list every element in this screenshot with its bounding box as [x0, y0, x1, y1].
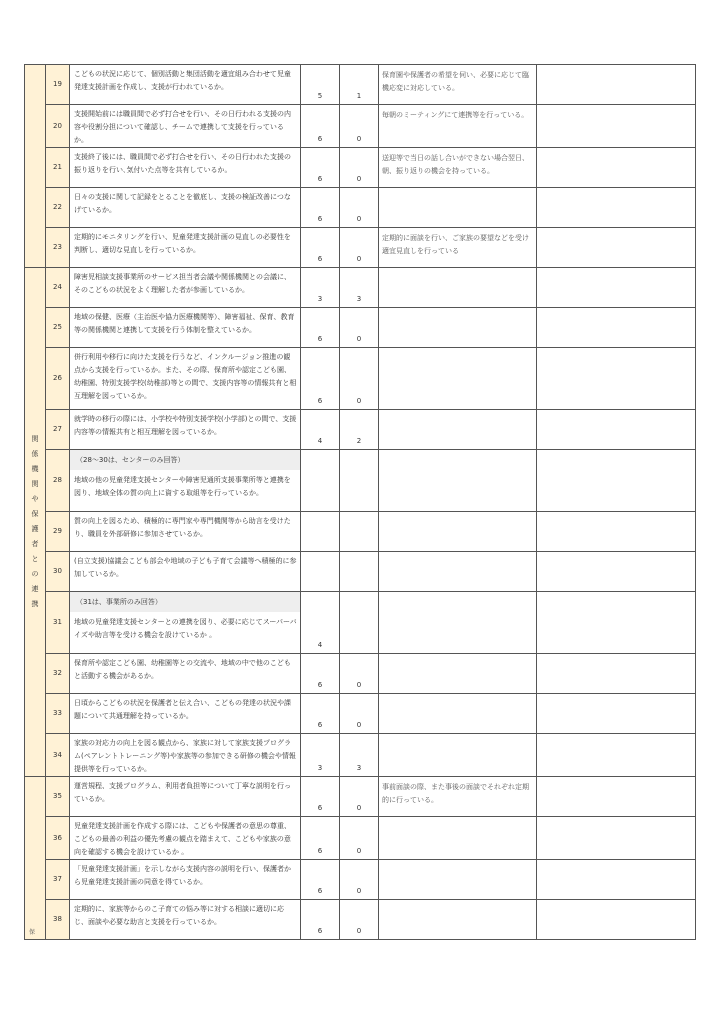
yes-count: [301, 552, 340, 592]
yes-count: 6: [301, 308, 340, 348]
notes-cell: [537, 228, 696, 268]
question-label: 併行利用や移行に向けた支援を行うなど、インクルージョン推進の観点から支援を行っているか。また、その際、保育所や認定こども園、幼稚園、特別支援学校(幼稚部)等との間で、支援内容等の情報共有と相互理解を図っているか。: [74, 353, 297, 400]
question-text: [70, 654, 301, 694]
table-row: [25, 817, 696, 860]
notes-cell: [537, 777, 696, 817]
question-label: (自立支援)協議会こども部会や地域の子ども子育て会議等へ積極的に参加しているか。: [74, 557, 297, 578]
yes-count: 6: [301, 860, 340, 900]
item-number: 21: [46, 148, 70, 188]
question-text: [70, 817, 301, 860]
yes-count: 6: [301, 900, 340, 940]
notes-cell: [537, 450, 696, 512]
item-number: 38: [46, 900, 70, 940]
notes-cell: [537, 860, 696, 900]
improvement-comment: 送迎等で当日の話し合いができない場合翌日、朝、振り返りの機会を持っている。: [379, 148, 537, 188]
yes-count: 3: [301, 734, 340, 777]
no-count: 0: [340, 148, 379, 188]
no-count: 0: [340, 105, 379, 148]
table-row: [25, 552, 696, 592]
yes-count: 6: [301, 817, 340, 860]
improvement-comment: 定期的に面談を行い、ご家族の要望などを受け適宜見直しを行っている: [379, 228, 537, 268]
no-count: 2: [340, 410, 379, 450]
question-text: [70, 228, 301, 268]
item-number: 31: [46, 592, 70, 654]
table-row: [25, 410, 696, 450]
improvement-comment: [379, 348, 537, 410]
improvement-comment: 毎朝のミーティングにて連携等を行っている。: [379, 105, 537, 148]
item-number: 34: [46, 734, 70, 777]
question-label: 支援開始前には職員間で必ず打合せを行い、その日行われる支援の内容や役割分担について確認し、チームで連携して支援を行っているか。: [74, 110, 291, 144]
question-label: 地域の他の児童発達支援センターや障害児通所支援事業所等と連携を図り、地域全体の質の向上に資する取組等を行っているか。: [74, 476, 291, 497]
question-label: 日々の支援に関して記録をとることを徹底し、支援の検証改善につなげているか。: [74, 193, 291, 214]
table-row: [25, 512, 696, 552]
notes-cell: [537, 654, 696, 694]
no-count: 0: [340, 348, 379, 410]
notes-cell: [537, 268, 696, 308]
no-count: 0: [340, 188, 379, 228]
question-label: 就学時の移行の際には、小学校や特別支援学校(小学部)との間で、支援内容等の情報共有と相互理解を図っているか。: [74, 415, 297, 436]
table-row: [25, 900, 696, 940]
item-number: 32: [46, 654, 70, 694]
question-label: 家族の対応力の向上を図る観点から、家族に対して家族支援プログラム(ペアレントトレーニング等)や家族等の参加できる研修の機会や情報提供等を行っているか。: [74, 739, 296, 773]
yes-count: 6: [301, 654, 340, 694]
question-label: 定期的に、家族等からのこ子育ての悩み等に対する相談に適切に応じ、面談や必要な助言と支援を行っているか。: [74, 905, 284, 926]
yes-count: 6: [301, 105, 340, 148]
question-text: [70, 105, 301, 148]
table-row: [25, 860, 696, 900]
improvement-comment: [379, 592, 537, 654]
yes-count: 6: [301, 148, 340, 188]
improvement-comment: 保育園や保護者の希望を伺い、必要に応じて臨機応変に対応している。: [379, 65, 537, 105]
no-count: [340, 512, 379, 552]
table-row: [25, 148, 696, 188]
item-number: 22: [46, 188, 70, 228]
no-count: 0: [340, 654, 379, 694]
improvement-comment: [379, 900, 537, 940]
question-label: 質の向上を図るため、積極的に専門家や専門機関等から助言を受けたり、職員を外部研修に参加させているか。: [74, 517, 291, 538]
bottom-category-fragment: 保: [29, 929, 36, 936]
improvement-comment: [379, 410, 537, 450]
notes-cell: [537, 592, 696, 654]
yes-count: 6: [301, 228, 340, 268]
no-count: 1: [340, 65, 379, 105]
no-count: 0: [340, 860, 379, 900]
no-count: 0: [340, 900, 379, 940]
yes-count: [301, 512, 340, 552]
yes-count: 6: [301, 694, 340, 734]
no-count: 0: [340, 228, 379, 268]
item-number: 35: [46, 777, 70, 817]
yes-count: 4: [301, 410, 340, 450]
question-text: [70, 348, 301, 410]
question-text: [70, 552, 301, 592]
yes-count: [301, 450, 340, 512]
yes-count: 3: [301, 268, 340, 308]
no-count: 3: [340, 268, 379, 308]
answer-scope-note: （31は、事業所のみ回答）: [70, 592, 300, 612]
question-text: [70, 777, 301, 817]
notes-cell: [537, 512, 696, 552]
question-label: 地域の児童発達支援センターとの連携を図り、必要に応じてスーパーバイズや助言等を受ける機会を設けているか 。: [74, 618, 297, 639]
question-text: [70, 860, 301, 900]
improvement-comment: [379, 694, 537, 734]
question-text: [70, 694, 301, 734]
table-row: [25, 450, 696, 512]
notes-cell: [537, 410, 696, 450]
item-number: 25: [46, 308, 70, 348]
yes-count: 6: [301, 188, 340, 228]
table-row: [25, 777, 696, 817]
item-number: 23: [46, 228, 70, 268]
yes-count: 6: [301, 348, 340, 410]
improvement-comment: [379, 450, 537, 512]
item-number: 37: [46, 860, 70, 900]
question-text: [70, 592, 301, 654]
item-number: 29: [46, 512, 70, 552]
no-count: [340, 592, 379, 654]
notes-cell: [537, 900, 696, 940]
improvement-comment: [379, 512, 537, 552]
table-row: [25, 105, 696, 148]
notes-cell: [537, 65, 696, 105]
item-number: 33: [46, 694, 70, 734]
improvement-comment: [379, 734, 537, 777]
yes-count: 4: [301, 592, 340, 654]
notes-cell: [537, 817, 696, 860]
question-label: 日頃からこどもの状況を保護者と伝え合い、こどもの発達の状況や課題について共通理解を持っているか。: [74, 699, 291, 720]
notes-cell: [537, 694, 696, 734]
question-text: [70, 734, 301, 777]
item-number: 19: [46, 65, 70, 105]
item-number: 26: [46, 348, 70, 410]
item-number: 36: [46, 817, 70, 860]
table-row: [25, 188, 696, 228]
notes-cell: [537, 105, 696, 148]
table-row: [25, 228, 696, 268]
question-text: [70, 512, 301, 552]
table-row: [25, 694, 696, 734]
question-text: [70, 268, 301, 308]
notes-cell: [537, 188, 696, 228]
question-text: [70, 148, 301, 188]
improvement-comment: [379, 860, 537, 900]
improvement-comment: [379, 817, 537, 860]
table-row: [25, 654, 696, 694]
improvement-comment: [379, 654, 537, 694]
category-cell-top: [25, 65, 46, 268]
table-row: [25, 348, 696, 410]
table-row: [25, 65, 696, 105]
no-count: [340, 552, 379, 592]
table-row: [25, 592, 696, 654]
improvement-comment: [379, 188, 537, 228]
yes-count: 5: [301, 65, 340, 105]
improvement-comment: 事前面談の際、また事後の面談でそれぞれ定期的に行っている。: [379, 777, 537, 817]
question-label: 運営規程、支援プログラム、利用者負担等について丁寧な説明を行っているか。: [74, 782, 291, 803]
question-label: こどもの状況に応じて、個別活動と集団活動を適宜組み合わせて児童発達支援計画を作成し、支援が行われているか。: [74, 70, 291, 91]
notes-cell: [537, 734, 696, 777]
question-label: 障害児相談支援事業所のサービス担当者会議や関係機関との会議に、そのこどもの状況をよく理解した者が参画しているか。: [74, 273, 291, 294]
question-text: [70, 308, 301, 348]
question-label: 支援終了後には、職員間で必ず打合せを行い、その日行われた支援の振り返りを行い､気付いた点等を共有しているか。: [74, 153, 291, 174]
evaluation-table-body: [25, 65, 696, 940]
improvement-comment: [379, 268, 537, 308]
category-label: 関係機関や保護者との連携: [31, 435, 39, 608]
evaluation-table: [24, 64, 696, 940]
item-number: 27: [46, 410, 70, 450]
question-label: 児童発達支援計画を作成する際には、こどもや保護者の意思の尊重、こどもの最善の利益の優先考慮の観点を踏まえて、こどもや家族の意向を確認する機会を設けているか 。: [74, 822, 291, 856]
question-label: 保育所や認定こども園、幼稚園等との交流や、地域の中で他のこどもと活動する機会があるか。: [74, 659, 291, 680]
item-number: 30: [46, 552, 70, 592]
question-text: [70, 188, 301, 228]
question-text: [70, 900, 301, 940]
no-count: 0: [340, 817, 379, 860]
improvement-comment: [379, 552, 537, 592]
no-count: [340, 450, 379, 512]
no-count: 0: [340, 694, 379, 734]
notes-cell: [537, 148, 696, 188]
question-text: [70, 410, 301, 450]
item-number: 28: [46, 450, 70, 512]
item-number: 24: [46, 268, 70, 308]
table-row: [25, 268, 696, 308]
question-label: 「児童発達支援計画」を示しながら支援内容の説明を行い、保護者から児童発達支援計画の同意を得ているか。: [74, 865, 291, 886]
table-row: [25, 734, 696, 777]
notes-cell: [537, 308, 696, 348]
notes-cell: [537, 552, 696, 592]
no-count: 3: [340, 734, 379, 777]
table-row: [25, 308, 696, 348]
category-cell-relations: [25, 268, 46, 777]
question-text: [70, 65, 301, 105]
no-count: 0: [340, 777, 379, 817]
question-label: 定期的にモニタリングを行い、児童発達支援計画の見直しの必要性を判断し、適切な見直しを行っているか。: [74, 233, 291, 254]
category-cell-bottom: [25, 777, 46, 940]
answer-scope-note: （28～30は、センターのみ回答）: [70, 450, 300, 470]
yes-count: 6: [301, 777, 340, 817]
improvement-comment: [379, 308, 537, 348]
notes-cell: [537, 348, 696, 410]
no-count: 0: [340, 308, 379, 348]
question-label: 地域の保健、医療（主治医や協力医療機関等）、障害福祉、保育、教育等の関係機関と連携して支援を行う体制を整えているか。: [74, 313, 295, 334]
item-number: 20: [46, 105, 70, 148]
question-text: [70, 450, 301, 512]
